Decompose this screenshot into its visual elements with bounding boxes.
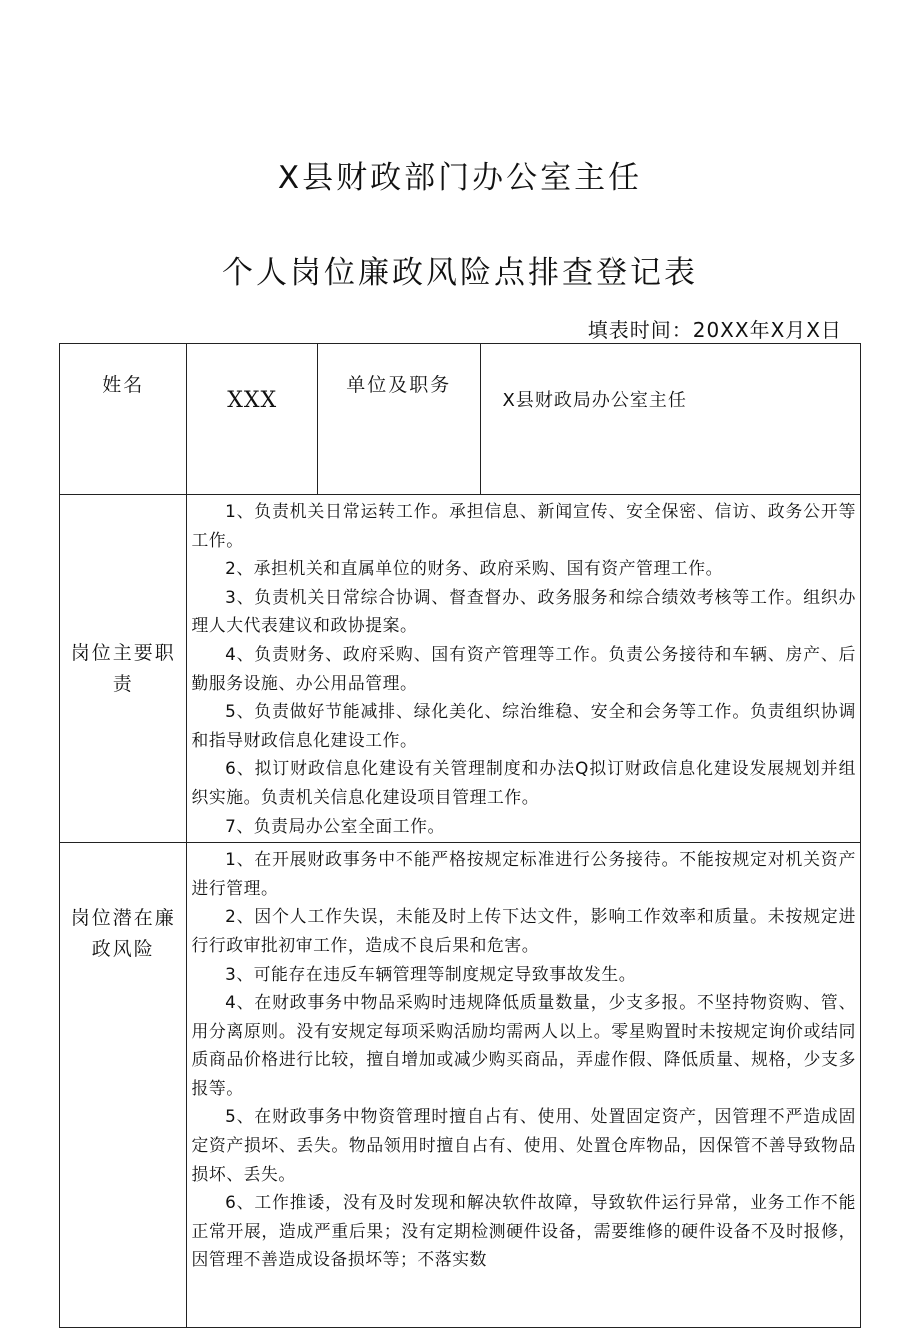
duty-item: 2、承担机关和直属单位的财务、政府采购、国有资产管理工作。 [225, 558, 724, 579]
duties-content [187, 495, 861, 843]
risk-item: 4、在财政事务中物品采购时违规降低质量数量，少支多报。不坚持物资购、管、用分离原则。没有安规定每项采购活励均需两人以上。零星购置时未按规定询价或结同质商品价格进行比较，擅自增加或减少购买商品，弄虚作假、降低质量、规格，少支多报等。 [191, 992, 856, 1098]
page-title-line-2: 个人岗位廉政风险点排查登记表 [222, 255, 698, 291]
risk-item: 5、在财政事务中物资管理时擅自占有、使用、处置固定资产，因管理不严造成固定资产损坏、丢失。物品领用时擅自占有、使用、处置仓库物品，因保管不善导致物品损坏、丢失。 [191, 1106, 856, 1184]
risk-item: 3、可能存在违反车辆管理等制度规定导致事故发生。 [225, 963, 637, 984]
duty-item: 1、负责机关日常运转工作。承担信息、新闻宣传、安全保密、信访、政务公开等工作。 [191, 501, 856, 550]
duty-item: 6、拟订财政信息化建设有关管理制度和办法Q拟订财政信息化建设发展规划并组织实施。负责机关信息化建设项目管理工作。 [191, 758, 856, 807]
form-row-risks [60, 843, 861, 1328]
fill-date: 填表时间：20XX年X月X日 [587, 318, 842, 342]
unit-position-value: X县财政局办公室主任 [480, 344, 860, 495]
risk-item: 1、在开展财政事务中不能严格按规定标准进行公务接待。不能按规定对机关资产进行管理。 [191, 849, 856, 898]
duty-item: 4、负责财务、政府采购、国有资产管理等工作。负责公务接待和车辆、房产、后勤服务设施、办公用品管理。 [191, 643, 856, 693]
risks-label-text: 岗位潜在廉政风险 [70, 907, 176, 961]
form-row-basic-info [60, 344, 861, 495]
page-title-line-1: X县财政部门办公室主任 [277, 160, 643, 196]
name-value: XXX [187, 344, 317, 495]
duty-item: 3、负责机关日常综合协调、督查督办、政务服务和综合绩效考核等工作。组织办理人大代表建议和政协提案。 [191, 586, 856, 636]
name-label: 姓名 [60, 344, 187, 495]
duties-label [60, 495, 187, 843]
duty-item: 7、负责局办公室全面工作。 [225, 815, 445, 836]
risk-item: 2、因个人工作失误，未能及时上传下达文件，影响工作效率和质量。未按规定进行行政审批初审工作，造成不良后果和危害。 [191, 906, 856, 955]
risks-label [60, 843, 187, 1328]
form-row-duties [60, 495, 861, 843]
registration-form-table [59, 343, 861, 1328]
duties-label-text: 岗位主要职责 [70, 641, 176, 695]
risks-content [187, 843, 861, 1328]
duty-item: 5、负责做好节能减排、绿化美化、综治维稳、安全和会务等工作。负责组织协调和指导财政信息化建设工作。 [191, 701, 856, 750]
unit-position-label: 单位及职务 [317, 344, 480, 495]
risk-item: 6、工作推诿，没有及时发现和解决软件故障，导致软件运行异常，业务工作不能正常开展，造成严重后果；没有定期检测硬件设备，需要维修的硬件设备不及时报修，因管理不善造成设备损坏等；不落实数 [191, 1192, 856, 1270]
